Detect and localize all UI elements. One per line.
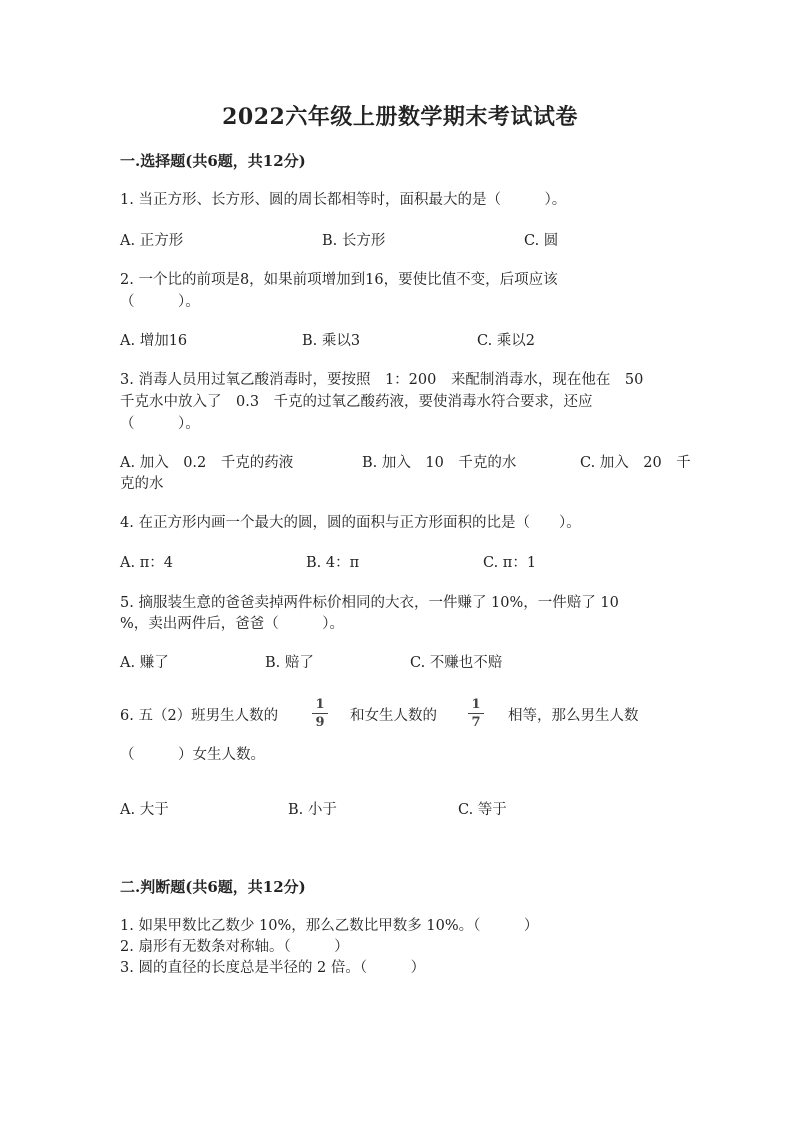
- question-6-line-2: （ ）女生人数。: [120, 747, 265, 763]
- question-4-text: 4. 在正方形内画一个最大的圆，圆的面积与正方形面积的比是（ ）。: [120, 515, 581, 531]
- q1-option-a: A. 正方形: [120, 233, 184, 249]
- fraction-1-bar: [312, 713, 328, 714]
- q6-option-c: C. 等于: [458, 802, 507, 818]
- question-2-line-1: 2. 一个比的前项是8，如果前项增加到16，要使比值不变，后项应该: [120, 272, 558, 288]
- q2-option-c: C. 乘以2: [477, 333, 536, 349]
- q3-option-c: C. 加入 20 千: [580, 455, 691, 471]
- question-3-line-1: 3. 消毒人员用过氧乙酸消毒时，要按照 1：200 来配制消毒水，现在他在 50: [120, 372, 644, 388]
- question-5-line-2: %，卖出两件后，爸爸（ ）。: [120, 616, 345, 632]
- q5-option-b: B. 赔了: [265, 655, 314, 671]
- q1-option-c: C. 圆: [524, 233, 559, 249]
- judgement-item-1: 1. 如果甲数比乙数少 10%，那么乙数比甲数多 10%。（ ）: [120, 918, 539, 934]
- fraction-1-denominator: 9: [315, 715, 325, 730]
- page-title: 2022六年级上册数学期末考试试卷: [222, 104, 578, 130]
- q3-option-a: A. 加入 0.2 千克的药液: [120, 455, 294, 471]
- fraction-2-numerator: 1: [471, 697, 481, 712]
- section-heading-choice: 一.选择题(共6题，共12分): [120, 152, 306, 170]
- question-6-part-2: 和女生人数的: [350, 708, 437, 724]
- q1-option-b: B. 长方形: [322, 233, 386, 249]
- q2-option-a: A. 增加16: [120, 333, 188, 349]
- fraction-one-seventh: [466, 697, 486, 730]
- q5-option-c: C. 不赚也不赔: [410, 655, 503, 671]
- fraction-one-ninth: [310, 697, 330, 730]
- q3-option-c-wrap: 克的水: [120, 476, 164, 492]
- question-1-text: 1. 当正方形、长方形、圆的周长都相等时，面积最大的是（ ）。: [120, 192, 567, 208]
- q6-option-a: A. 大于: [120, 802, 169, 818]
- question-5-line-1: 5. 摘服装生意的爸爸卖掉两件标价相同的大衣，一件赚了 10%，一件赔了 10: [120, 595, 619, 611]
- question-6-part-3: 相等，那么男生人数: [508, 708, 639, 724]
- question-3-line-3: （ ）。: [120, 416, 200, 432]
- q3-option-b: B. 加入 10 千克的水: [362, 455, 517, 471]
- q2-option-b: B. 乘以3: [302, 333, 361, 349]
- q4-option-c: C. π：1: [483, 555, 537, 571]
- judgement-item-3: 3. 圆的直径的长度总是半径的 2 倍。（ ）: [120, 960, 426, 976]
- fraction-2-bar: [468, 713, 484, 714]
- fraction-2-denominator: 7: [471, 715, 481, 730]
- q4-option-a: A. π：4: [120, 555, 173, 571]
- q5-option-a: A. 赚了: [120, 655, 169, 671]
- question-2-line-2: （ ）。: [120, 294, 200, 310]
- section-heading-judgement: 二.判断题(共6题，共12分): [120, 878, 306, 896]
- question-3-line-2: 千克水中放入了 0.3 千克的过氧乙酸药液，要使消毒水符合要求，还应: [120, 394, 593, 410]
- question-6-part-1: 6. 五（2）班男生人数的: [120, 708, 279, 724]
- judgement-item-2: 2. 扇形有无数条对称轴。（ ）: [120, 939, 349, 955]
- q4-option-b: B. 4：π: [306, 555, 360, 571]
- fraction-1-numerator: 1: [315, 697, 325, 712]
- q6-option-b: B. 小于: [288, 802, 337, 818]
